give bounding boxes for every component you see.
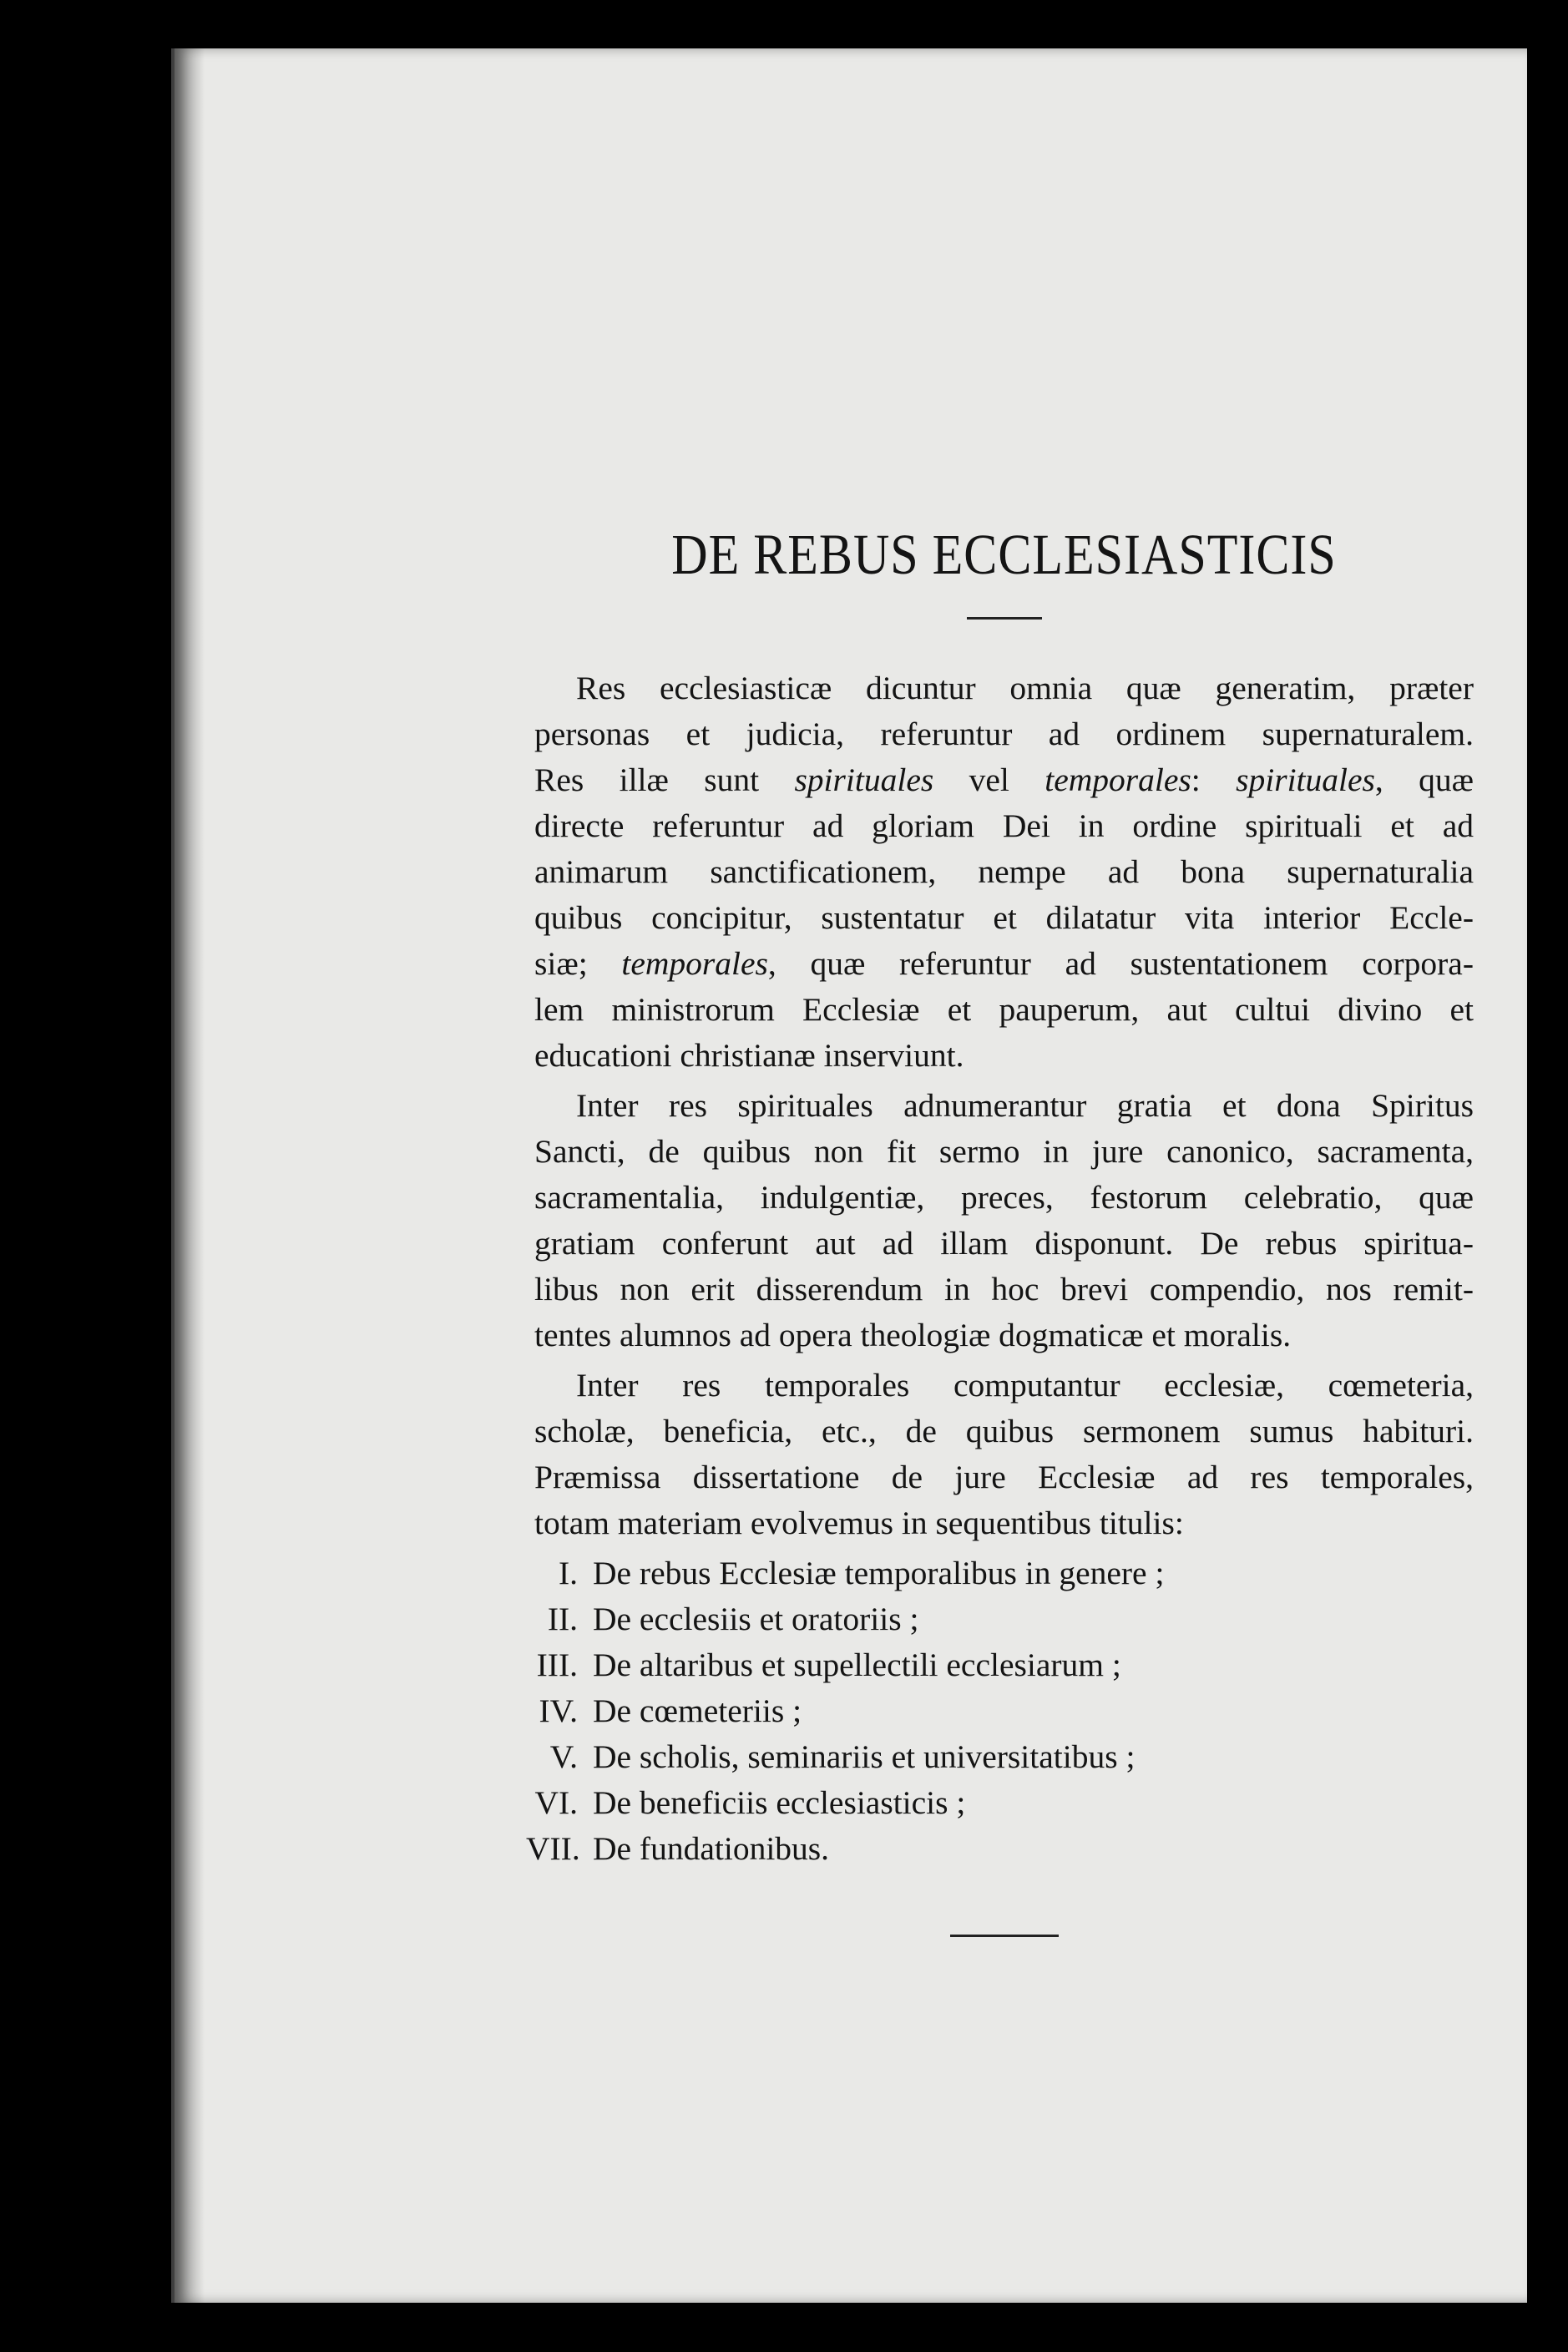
text-line: gratiam conferunt aut ad illam disponunt. De rebus spiritua- bbox=[534, 1225, 1474, 1262]
text-line: Inter res spirituales adnumerantur gratia et dona Spiritus bbox=[576, 1087, 1474, 1124]
text-line: libus non erit disserendum in hoc brevi compendio, nos remit- bbox=[534, 1271, 1474, 1308]
text-line: Res illæ sunt spirituales vel temporales: spirituales, quæ bbox=[534, 761, 1474, 798]
text-line: tentes alumnos ad opera theologiæ dogmaticæ et moralis. bbox=[534, 1317, 1292, 1353]
text-line: educationi christianæ inserviunt. bbox=[534, 1037, 964, 1074]
spine-shadow bbox=[171, 48, 205, 2303]
text-line: Res ecclesiasticæ dicuntur omnia quæ generatim, præter bbox=[576, 670, 1474, 706]
titles-list bbox=[526, 1550, 1474, 1872]
list-item-number: VI. bbox=[534, 1784, 578, 1821]
text-line: directe referuntur ad gloriam Dei in ordine spirituali et ad bbox=[534, 807, 1474, 844]
text-line: Inter res temporales computantur ecclesiæ, cœmeteria, bbox=[576, 1367, 1474, 1404]
page-content bbox=[526, 522, 1474, 1937]
text-line: scholæ, beneficia, etc., de quibus sermonem sumus habituri. bbox=[534, 1413, 1474, 1449]
list-item bbox=[534, 1688, 1474, 1734]
list-item-text: De beneficiis ecclesiasticis ; bbox=[593, 1784, 966, 1821]
list-item-number: VII. bbox=[526, 1830, 580, 1867]
list-item-text: De fundationibus. bbox=[593, 1830, 830, 1867]
list-item bbox=[526, 1826, 1474, 1872]
list-item-text: De ecclesiis et oratoriis ; bbox=[593, 1601, 919, 1637]
text-line: sacramentalia, indulgentiæ, preces, festorum celebratio, quæ bbox=[534, 1179, 1474, 1216]
title-rule bbox=[967, 617, 1042, 620]
text-line: totam materiam evolvemus in sequentibus titulis: bbox=[534, 1505, 1184, 1541]
list-item-text: De cœmeteriis ; bbox=[593, 1692, 802, 1729]
list-item-text: De altaribus et supellectili ecclesiarum ; bbox=[593, 1646, 1121, 1683]
paragraph bbox=[534, 1363, 1474, 1546]
page-title: DE REBUS ECCLESIASTICIS bbox=[671, 522, 1337, 586]
body-text bbox=[534, 665, 1474, 1546]
text-line: animarum sanctificationem, nempe ad bona supernaturalia bbox=[534, 853, 1474, 890]
list-item-number: III. bbox=[536, 1646, 578, 1683]
text-line: lem ministrorum Ecclesiæ et pauperum, aut cultui divino et bbox=[534, 991, 1474, 1028]
list-item bbox=[534, 1780, 1474, 1826]
list-item-text: De rebus Ecclesiæ temporalibus in genere ; bbox=[593, 1555, 1165, 1591]
list-item bbox=[534, 1596, 1474, 1642]
list-item bbox=[534, 1642, 1474, 1688]
text-line: personas et judicia, referuntur ad ordinem supernaturalem. bbox=[534, 716, 1474, 752]
list-item-text: De scholis, seminariis et universitatibus ; bbox=[593, 1738, 1136, 1775]
list-item-number: I. bbox=[558, 1555, 578, 1591]
text-line: Sancti, de quibus non fit sermo in jure canonico, sacramenta, bbox=[534, 1133, 1474, 1170]
list-item-number: V. bbox=[549, 1738, 578, 1775]
paragraph bbox=[534, 665, 1474, 1079]
paragraph bbox=[534, 1083, 1474, 1358]
list-item-number: II. bbox=[547, 1601, 578, 1637]
list-item-number: IV. bbox=[539, 1692, 578, 1729]
text-line: quibus concipitur, sustentatur et dilatatur vita interior Eccle- bbox=[534, 899, 1474, 936]
list-item bbox=[534, 1550, 1474, 1596]
end-rule bbox=[950, 1935, 1059, 1937]
text-line: siæ; temporales, quæ referuntur ad sustentationem corpora- bbox=[534, 945, 1474, 982]
list-item bbox=[534, 1734, 1474, 1780]
text-line: Præmissa dissertatione de jure Ecclesiæ ad res temporales, bbox=[534, 1459, 1474, 1495]
